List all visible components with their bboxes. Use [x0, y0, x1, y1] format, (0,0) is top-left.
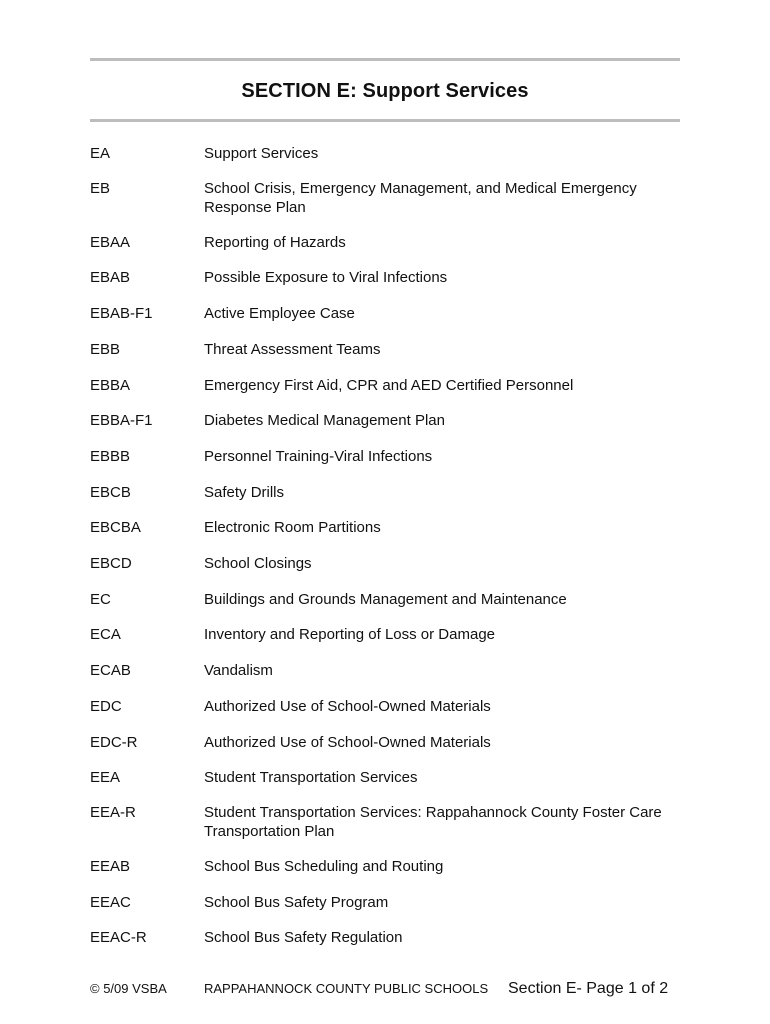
page-title: SECTION E: Support Services [241, 80, 529, 102]
policy-title: Possible Exposure to Viral Infections [204, 269, 448, 286]
policy-title: Diabetes Medical Management Plan [204, 412, 445, 429]
policy-code: ECAB [90, 662, 131, 679]
policy-title: Authorized Use of School-Owned Materials [204, 698, 491, 715]
footer-page-number: Section E- Page 1 of 2 [508, 980, 669, 997]
policy-title: Vandalism [204, 662, 273, 679]
policy-title: School Bus Safety Regulation [204, 929, 403, 946]
top-rule [90, 58, 680, 61]
policy-code: EA [90, 145, 111, 162]
footer-copyright: © 5/09 VSBA [90, 981, 167, 996]
policy-code: EEA [90, 769, 121, 786]
policy-title: Student Transportation Services: Rappahannock County Foster Care Transportation Plan [204, 804, 662, 840]
policy-title: Active Employee Case [204, 305, 355, 322]
policy-title: Authorized Use of School-Owned Materials [204, 734, 491, 751]
policy-title: School Closings [204, 555, 312, 572]
policy-code: EBCD [90, 555, 132, 572]
policy-code: ECA [90, 626, 121, 643]
policy-code: EEA-R [90, 804, 136, 821]
policy-title: Student Transportation Services [204, 769, 418, 786]
policy-code: EBAB [90, 269, 131, 286]
policy-title: Support Services [204, 145, 319, 162]
policy-title: School Bus Scheduling and Routing [204, 858, 444, 875]
policy-code: EBB [90, 341, 121, 358]
policy-title: Emergency First Aid, CPR and AED Certified Personnel [204, 377, 574, 394]
policy-title: Threat Assessment Teams [204, 341, 381, 358]
policy-code: EC [90, 591, 111, 608]
policy-title: Safety Drills [204, 484, 285, 501]
policy-code: EBCBA [90, 519, 141, 536]
policy-code: EDC-R [90, 734, 138, 751]
policy-code: EBBA [90, 377, 131, 394]
policy-code: EBAA [90, 234, 131, 251]
policy-code: EB [90, 180, 111, 197]
policy-title: School Crisis, Emergency Management, and Medical Emergency Response Plan [204, 180, 637, 216]
policy-code: EEAC-R [90, 929, 147, 946]
policy-title: Personnel Training-Viral Infections [204, 448, 433, 465]
policy-title: Electronic Room Partitions [204, 519, 381, 536]
title-rule [90, 119, 680, 122]
policy-code: EBCB [90, 484, 131, 501]
policy-code: EBBB [90, 448, 131, 465]
policy-code: EEAB [90, 858, 131, 875]
policy-code: EDC [90, 698, 122, 715]
policy-code: EBBA-F1 [90, 412, 153, 429]
policy-code: EEAC [90, 894, 131, 911]
footer-organization: RAPPAHANNOCK COUNTY PUBLIC SCHOOLS [204, 981, 489, 996]
policy-title: School Bus Safety Program [204, 894, 389, 911]
policy-code: EBAB-F1 [90, 305, 153, 322]
policy-title: Inventory and Reporting of Loss or Damage [204, 626, 495, 643]
policy-title: Reporting of Hazards [204, 234, 346, 251]
policy-title: Buildings and Grounds Management and Maintenance [204, 591, 567, 608]
